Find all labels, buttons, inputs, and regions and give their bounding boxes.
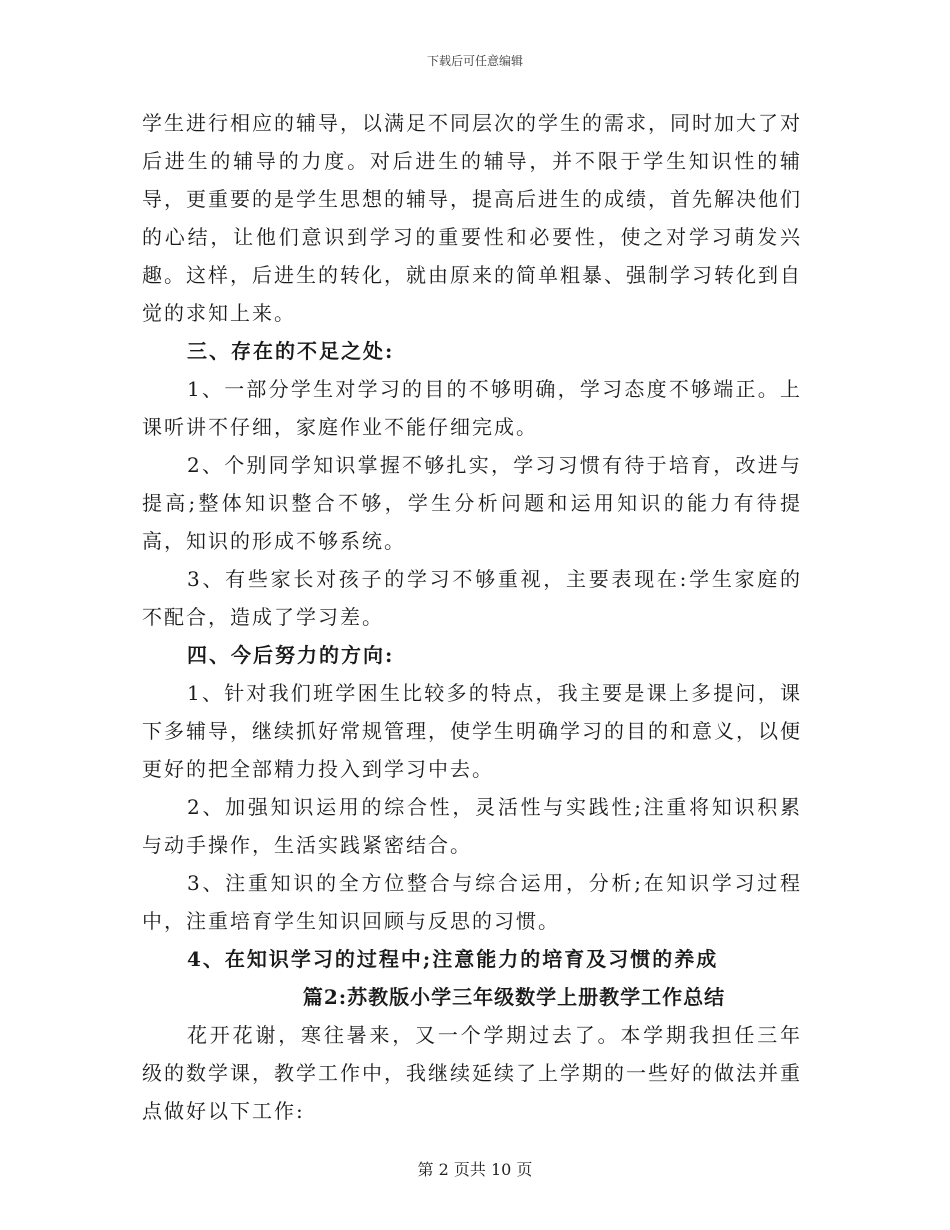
part2-paragraph: 花开花谢，寒往暑来，又一个学期过去了。本学期我担任三年级的数学课，教学工作中，我继续延续了上学期的一些好的做法并重点做好以下工作:: [142, 1023, 802, 1123]
part2-title: 篇2:苏教版小学三年级数学上册教学工作总结: [302, 985, 726, 1009]
section-heading-deficiencies: 三、存在的不足之处:: [187, 339, 395, 363]
deficiency-item: 1、一部分学生对学习的目的不够明确，学习态度不够端正。上课听讲不仔细，家庭作业不能仔细完成。: [142, 377, 802, 439]
document-body: [142, 104, 802, 1130]
direction-item: 2、加强知识运用的综合性，灵活性与实践性;注重将知识积累与动手操作，生活实践紧密结合。: [142, 795, 802, 857]
deficiency-item: 3、有些家长对孩子的学习不够重视，主要表现在:学生家庭的不配合，造成了学习差。: [142, 567, 802, 629]
intro-paragraph: 学生进行相应的辅导，以满足不同层次的学生的需求，同时加大了对后进生的辅导的力度。对后进生的辅导，并不限于学生知识性的辅导，更重要的是学生思想的辅导，提高后进生的成绩，首先解决他们的心结，让他们意识到学习的重要性和必要性，使之对学习萌发兴趣。这样，后进生的转化，就由原来的简单粗暴、强制学习转化到自觉的求知上来。: [142, 111, 802, 325]
direction-item: 1、针对我们班学困生比较多的特点，我主要是课上多提问，课下多辅导，继续抓好常规管理，使学生明确学习的目的和意义，以便更好的把全部精力投入到学习中去。: [142, 681, 802, 781]
page-number: 第 2 页共 10 页: [417, 1160, 533, 1179]
section-heading-future-direction: 四、今后努力的方向:: [187, 643, 395, 667]
direction-item-bold: 4、在知识学习的过程中;注意能力的培育及习惯的养成: [187, 947, 719, 971]
page-header: 下载后可任意编辑: [426, 54, 523, 68]
direction-item: 3、注重知识的全方位整合与综合运用，分析;在知识学习过程中，注重培育学生知识回顾与反思的习惯。: [142, 871, 802, 933]
deficiency-item: 2、个别同学知识掌握不够扎实，学习习惯有待于培育，改进与提高;整体知识整合不够，学生分析问题和运用知识的能力有待提高，知识的形成不够系统。: [142, 453, 802, 553]
